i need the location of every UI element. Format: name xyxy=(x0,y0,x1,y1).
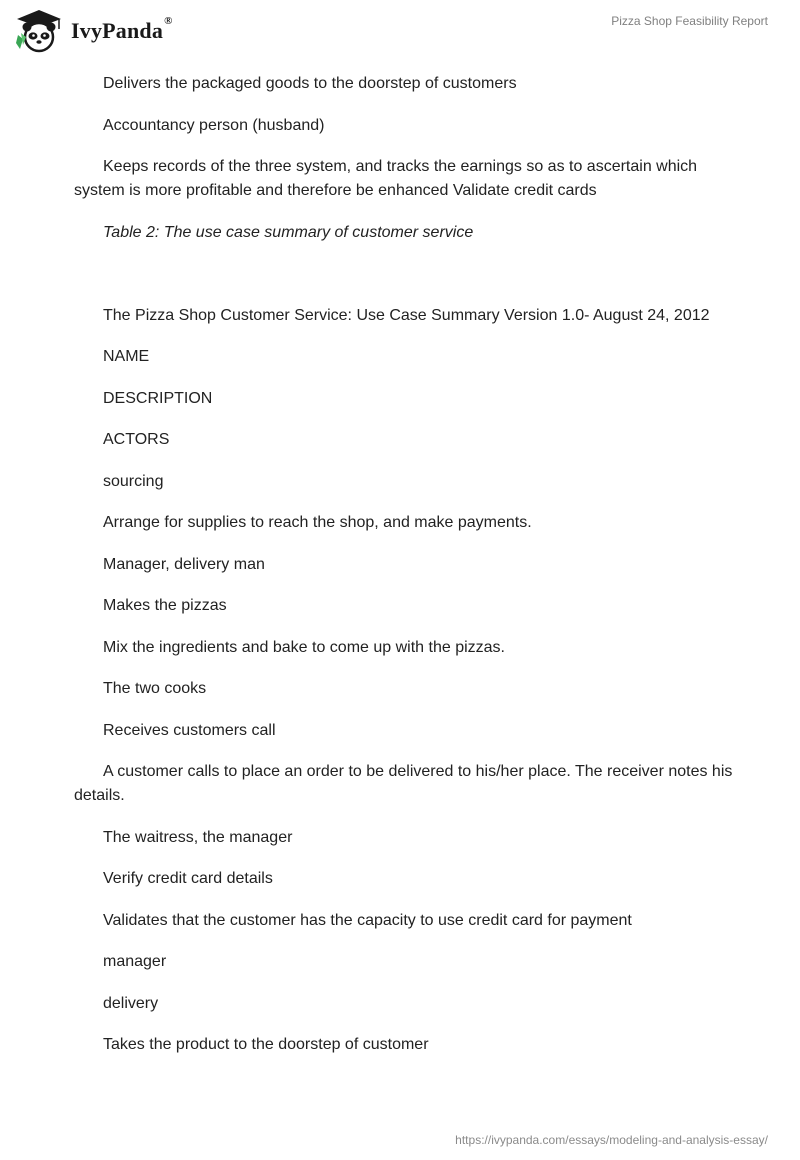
page-header xyxy=(0,0,800,64)
table-cell: sourcing xyxy=(103,472,164,490)
essay-body xyxy=(74,72,734,1075)
table-cell: Manager, delivery man xyxy=(103,555,265,573)
table-header-name: NAME xyxy=(103,348,150,365)
table-cell: delivery xyxy=(103,994,159,1012)
source-url-link[interactable]: https://ivypanda.com/essays/modeling-and-analysis-essay/ xyxy=(455,1133,768,1147)
table-cell: Receives customers call xyxy=(103,721,276,739)
table-header-description: DESCRIPTION xyxy=(103,389,213,407)
table-cell: Takes the product to the doorstep of customer xyxy=(103,1036,429,1053)
brand-name: IvyPanda® xyxy=(71,15,173,43)
table-cell: The two cooks xyxy=(103,680,207,697)
table-cell: manager xyxy=(103,953,167,970)
table-caption: Table 2: The use case summary of customer service xyxy=(103,223,474,241)
table-cell: A customer calls to place an order to be delivered to his/her place. The receiver notes his details. xyxy=(74,763,733,804)
paragraph: Accountancy person (husband) xyxy=(103,116,325,134)
table-cell: Mix the ingredients and bake to come up with the pizzas. xyxy=(103,638,505,656)
table-cell: Verify credit card details xyxy=(103,870,273,887)
document-title: Pizza Shop Feasibility Report xyxy=(611,14,768,28)
table-cell: The waitress, the manager xyxy=(103,828,293,846)
table-title: The Pizza Shop Customer Service: Use Case Summary Version 1.0- August 24, 2012 xyxy=(103,306,710,324)
table-cell: Validates that the customer has the capacity to use credit card for payment xyxy=(103,911,632,929)
table-cell: Makes the pizzas xyxy=(103,597,227,614)
table-header-actors: ACTORS xyxy=(103,431,170,448)
table-cell: Arrange for supplies to reach the shop, and make payments. xyxy=(103,514,532,531)
paragraph: Keeps records of the three system, and tracks the earnings so as to ascertain which system is more profitable and therefore be enhanced Validate credit cards xyxy=(74,158,698,199)
panda-graduate-logo-icon xyxy=(14,9,64,53)
ivypanda-logo[interactable] xyxy=(14,9,173,53)
paragraph: Delivers the packaged goods to the doorstep of customers xyxy=(103,75,517,92)
